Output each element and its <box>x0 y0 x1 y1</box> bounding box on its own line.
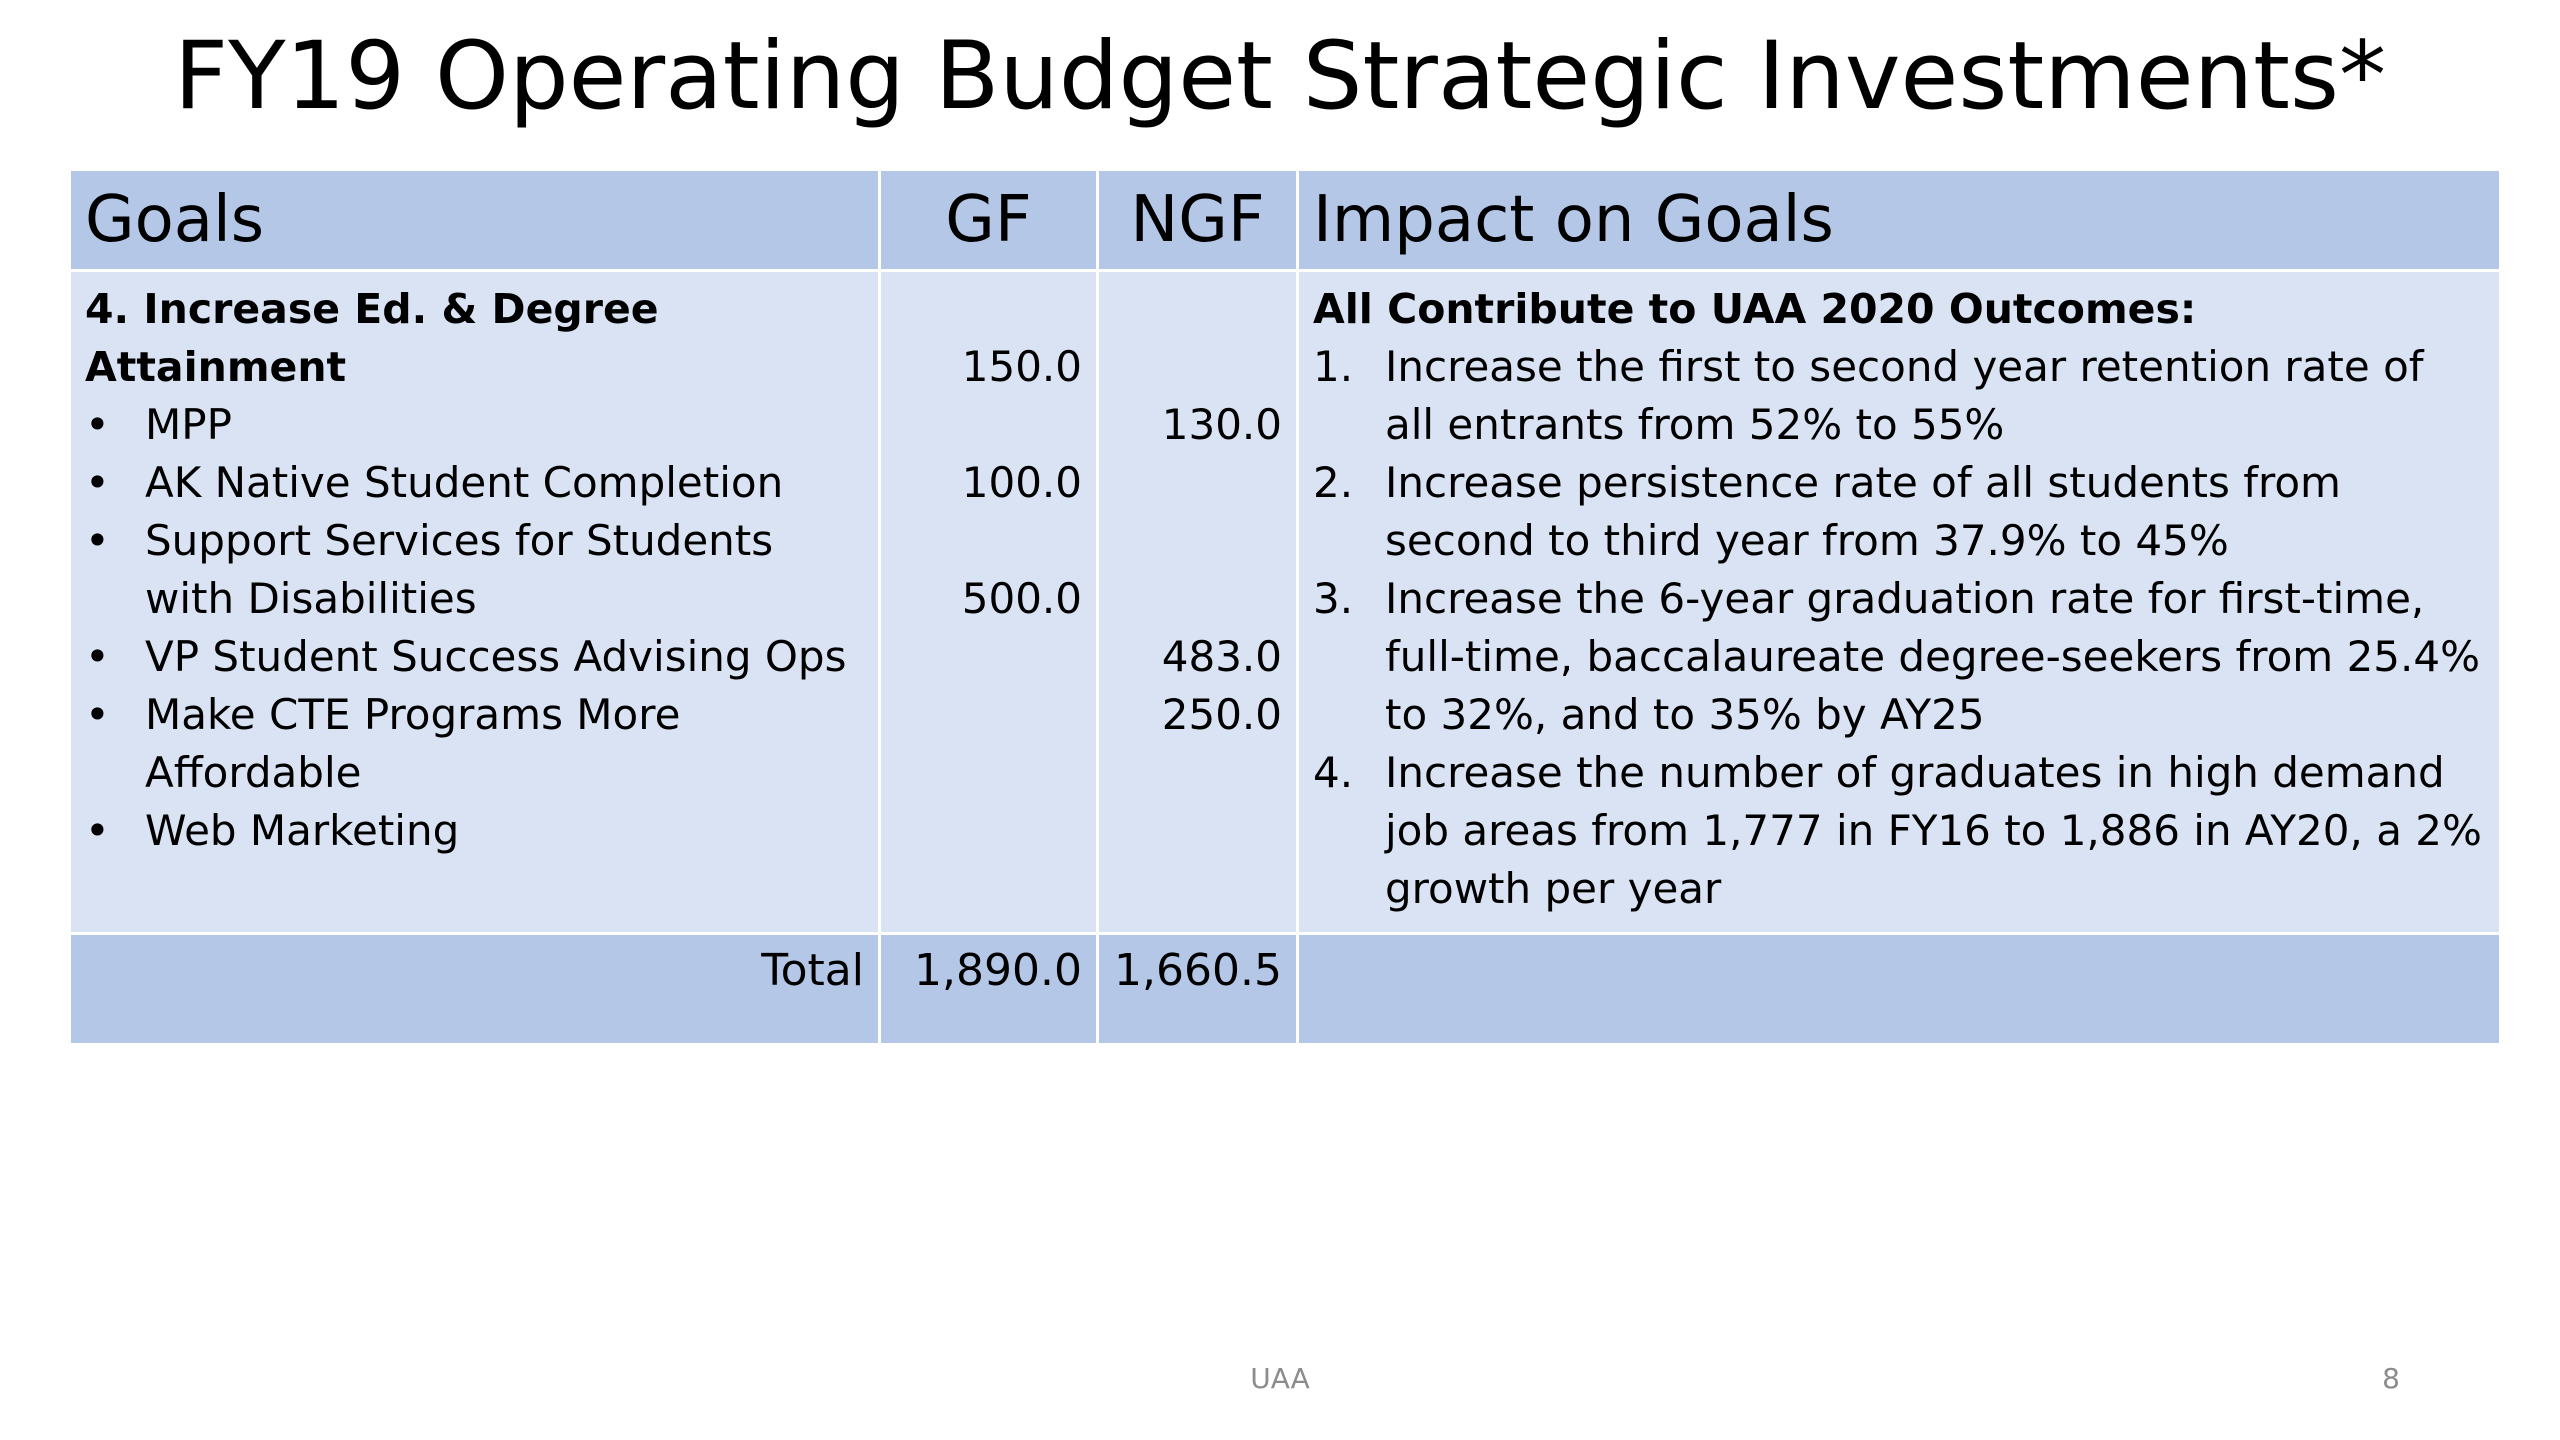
list-item <box>1313 744 2485 918</box>
bullet-icon: • <box>85 632 110 681</box>
goals-cell <box>70 271 880 934</box>
gf-value: 500.0 <box>961 574 1082 623</box>
impact-text: Increase the 6-year graduation rate for first-time, full-time, baccalaureate degree-seekers from 25.4% to 32%, and to 35% by AY25 <box>1385 574 2480 739</box>
impact-number: 3. <box>1313 574 1354 623</box>
impact-number: 2. <box>1313 458 1354 507</box>
ngf-cell <box>1098 271 1298 934</box>
table-body-row <box>70 271 2501 934</box>
ngf-value: 130.0 <box>1161 400 1282 449</box>
list-item <box>85 396 864 454</box>
total-ngf: 1,660.5 <box>1098 934 1298 1045</box>
list-item <box>85 802 864 860</box>
ngf-value <box>1113 454 1282 512</box>
impact-cell <box>1298 271 2501 934</box>
page-number: 8 <box>2382 1362 2400 1395</box>
impact-number: 1. <box>1313 342 1354 391</box>
item-label: VP Student Success Advising Ops <box>145 632 847 681</box>
footer-label: UAA <box>1250 1362 1310 1395</box>
total-gf: 1,890.0 <box>880 934 1098 1045</box>
item-label: Support Services for Students with Disabilities <box>145 516 774 623</box>
budget-table <box>68 168 2502 1046</box>
bullet-icon: • <box>85 458 110 507</box>
list-item <box>1313 570 2485 744</box>
gf-value <box>895 686 1082 744</box>
table-total-row <box>70 934 2501 1045</box>
bullet-icon: • <box>85 516 110 565</box>
gf-value <box>895 628 1082 686</box>
header-impact: Impact on Goals <box>1298 170 2501 271</box>
slide-title: FY19 Operating Budget Strategic Investments* <box>174 22 2386 131</box>
header-gf: GF <box>880 170 1098 271</box>
header-ngf: NGF <box>1098 170 1298 271</box>
bullet-icon: • <box>85 690 110 739</box>
impact-number: 4. <box>1313 748 1354 797</box>
gf-value <box>895 396 1082 454</box>
gf-value: 150.0 <box>961 342 1082 391</box>
header-goals: Goals <box>70 170 880 271</box>
item-label: Make CTE Programs More Affordable <box>145 690 681 797</box>
item-label: Web Marketing <box>145 806 460 855</box>
bullet-icon: • <box>85 806 110 855</box>
ngf-value: 483.0 <box>1161 632 1282 681</box>
bullet-icon: • <box>85 400 110 449</box>
impact-list <box>1313 338 2485 918</box>
ngf-value <box>1113 570 1282 628</box>
goal-list <box>85 396 864 860</box>
list-item <box>85 628 864 686</box>
impact-text: Increase the number of graduates in high demand job areas from 1,777 in FY16 to 1,886 in AY20, a 2% growth per year <box>1385 748 2482 913</box>
table-header-row <box>70 170 2501 271</box>
list-item <box>85 512 864 628</box>
item-label: MPP <box>145 400 232 449</box>
impact-heading: All Contribute to UAA 2020 Outcomes: <box>1313 285 2197 333</box>
section-heading: 4. Increase Ed. & Degree Attainment <box>85 285 659 391</box>
impact-text: Increase the first to second year retention rate of all entrants from 52% to 55% <box>1385 342 2424 449</box>
total-impact-empty <box>1298 934 2501 1045</box>
impact-text: Increase persistence rate of all students from second to third year from 37.9% to 45% <box>1385 458 2341 565</box>
gf-value: 100.0 <box>961 458 1082 507</box>
list-item <box>85 686 864 802</box>
list-item <box>1313 338 2485 454</box>
ngf-value: 250.0 <box>1161 690 1282 739</box>
list-item <box>85 454 864 512</box>
ngf-value <box>1113 338 1282 396</box>
gf-cell <box>880 271 1098 934</box>
item-label: AK Native Student Completion <box>145 458 784 507</box>
total-label: Total <box>70 934 880 1045</box>
list-item <box>1313 454 2485 570</box>
